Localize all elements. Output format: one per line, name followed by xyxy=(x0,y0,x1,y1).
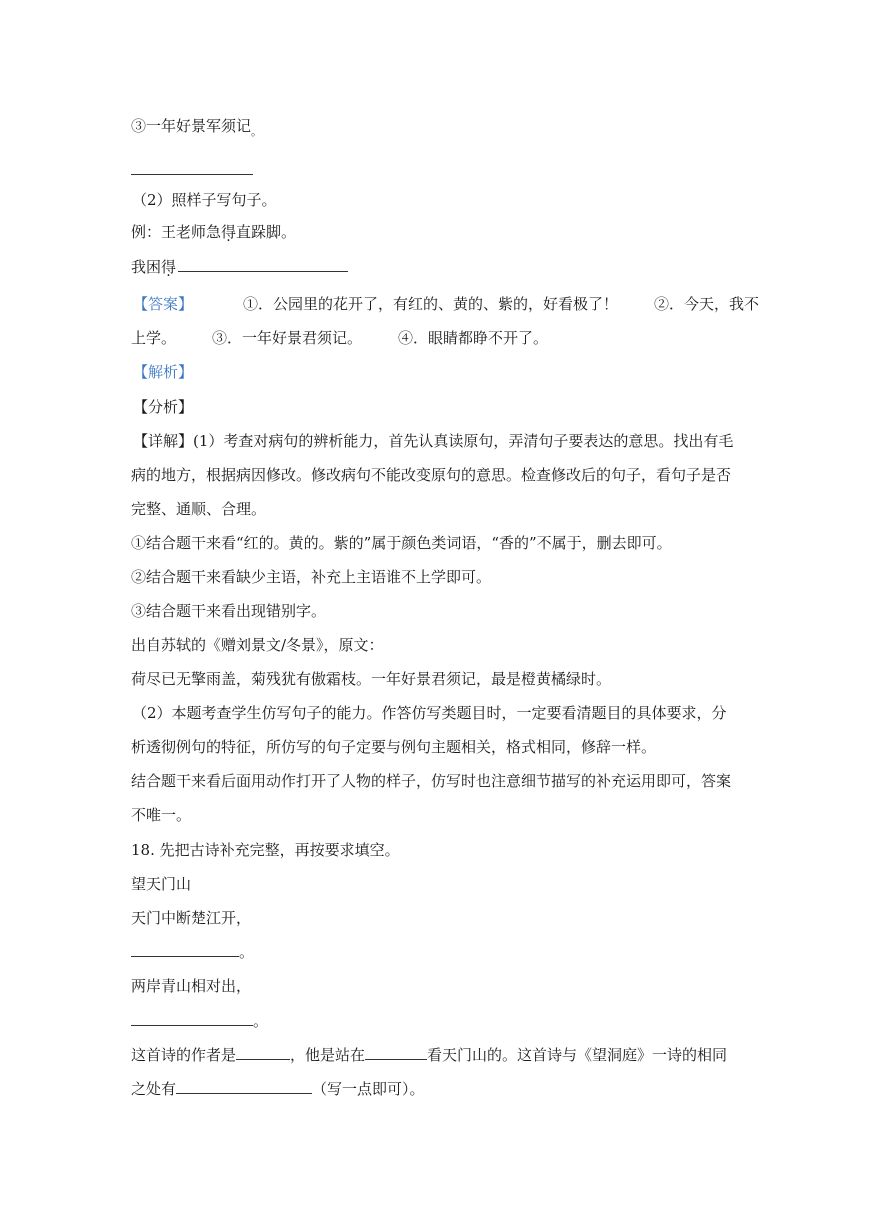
detail-line-3: 完整、通顺、合理。 xyxy=(131,500,267,518)
fill-line-2 xyxy=(131,1079,425,1099)
poem-line-3: 两岸青山相对出， xyxy=(131,977,252,995)
detail-2-line-1: （2）本题考查学生仿写句子的能力。作答仿写类题目时，一定要看清题目的具体要求，分 xyxy=(132,704,727,722)
fill-c: 看天门山的。这首诗与《望洞庭》一诗的相同 xyxy=(427,1046,728,1064)
example-line xyxy=(131,222,296,242)
fill-b: ，他是站在 xyxy=(290,1046,366,1064)
poem-title: 望天门山 xyxy=(131,875,192,893)
q3-sentence: ③一年好景军须记 xyxy=(131,117,252,135)
question-18: 18. 先把古诗补充完整，再按要求填空。 xyxy=(131,841,400,859)
fill-e: （写一点即可）。 xyxy=(312,1080,425,1098)
author-blank[interactable] xyxy=(236,1045,290,1060)
fenxi-label: 【分析】 xyxy=(133,398,194,416)
source-line: 出自苏轼的《赠刘景文/冬景》，原文： xyxy=(131,636,384,654)
write-prefix: 我困 xyxy=(131,258,162,276)
detail-line-1 xyxy=(133,431,733,451)
write-dotted-char: 得 xyxy=(161,258,177,276)
answer-3: ③．一年好景君须记。 xyxy=(212,329,363,347)
poem-line-1: 天门中断楚江开， xyxy=(131,909,252,927)
answer-2-cont: 上学。 xyxy=(131,329,177,347)
q3-answer-blank-line xyxy=(131,160,253,180)
answer-4: ④．眼睛都睁不开了。 xyxy=(398,329,549,347)
answer-2: ②．今天，我不 xyxy=(654,295,760,313)
q3-sentence-line xyxy=(131,116,262,138)
poem-blank-2[interactable] xyxy=(131,1011,253,1026)
analysis-label: 【解析】 xyxy=(133,363,194,381)
answer-line-2 xyxy=(131,328,548,348)
detail-1a: (1）考查对病句的辨析能力，首先认真读原句，弄清句子要表达的意思。找出有毛 xyxy=(193,432,734,450)
write-blank[interactable] xyxy=(178,257,348,272)
fill-d: 之处有 xyxy=(131,1080,177,1098)
detail-2-line-4: 不唯一。 xyxy=(131,806,192,824)
example-dotted-char: 得 xyxy=(221,223,237,241)
answer-line-1 xyxy=(133,294,759,314)
q2-instruction: （2）照样子写句子。 xyxy=(132,191,277,209)
example-suffix: 直跺脚。 xyxy=(236,223,297,241)
detail-point-2: ②结合题干来看缺少主语，补充上主语谁不上学即可。 xyxy=(131,568,492,586)
detail-2-line-3: 结合题干来看后面用动作打开了人物的样子，仿写时也注意细节描写的补充运用即可，答案 xyxy=(131,772,732,790)
fill-line-1 xyxy=(131,1045,727,1065)
poem-line-4-end: 。 xyxy=(253,1012,269,1030)
poem-line-4 xyxy=(131,1011,268,1031)
poem-line-2 xyxy=(131,942,254,962)
poem-line-2-end: 。 xyxy=(239,943,255,961)
answer-1: ①．公园里的花开了，有红的、黄的、紫的，好看极了！ xyxy=(243,295,619,313)
poem-blank-1[interactable] xyxy=(131,942,239,957)
similarity-blank[interactable] xyxy=(176,1079,312,1094)
detail-2-line-2: 析透彻例句的特征，所仿写的句子定要与例句主题相关，格式相同，修辞一样。 xyxy=(131,738,657,756)
answer-label: 【答案】 xyxy=(133,295,194,313)
detail-point-1: ①结合题干来看“红的。黄的。紫的”属于颜色类词语，“香的”不属于，删去即可。 xyxy=(131,534,672,552)
poem-original: 荷尽已无擎雨盖，菊残犹有傲霜枝。一年好景君须记，最是橙黄橘绿时。 xyxy=(131,670,612,688)
write-line xyxy=(131,257,348,277)
fill-a: 这首诗的作者是 xyxy=(131,1046,237,1064)
detail-point-3: ③结合题干来看出现错别字。 xyxy=(131,602,327,620)
answer-blank[interactable] xyxy=(131,160,253,175)
location-blank[interactable] xyxy=(365,1045,427,1060)
detail-label: 【详解】 xyxy=(133,432,194,450)
q3-period: 。 xyxy=(251,125,263,138)
detail-line-2: 病的地方，根据病因修改。修改病句不能改变原句的意思。检查修改后的句子，看句子是否 xyxy=(131,466,732,484)
example-prefix: 例：王老师急 xyxy=(131,223,222,241)
